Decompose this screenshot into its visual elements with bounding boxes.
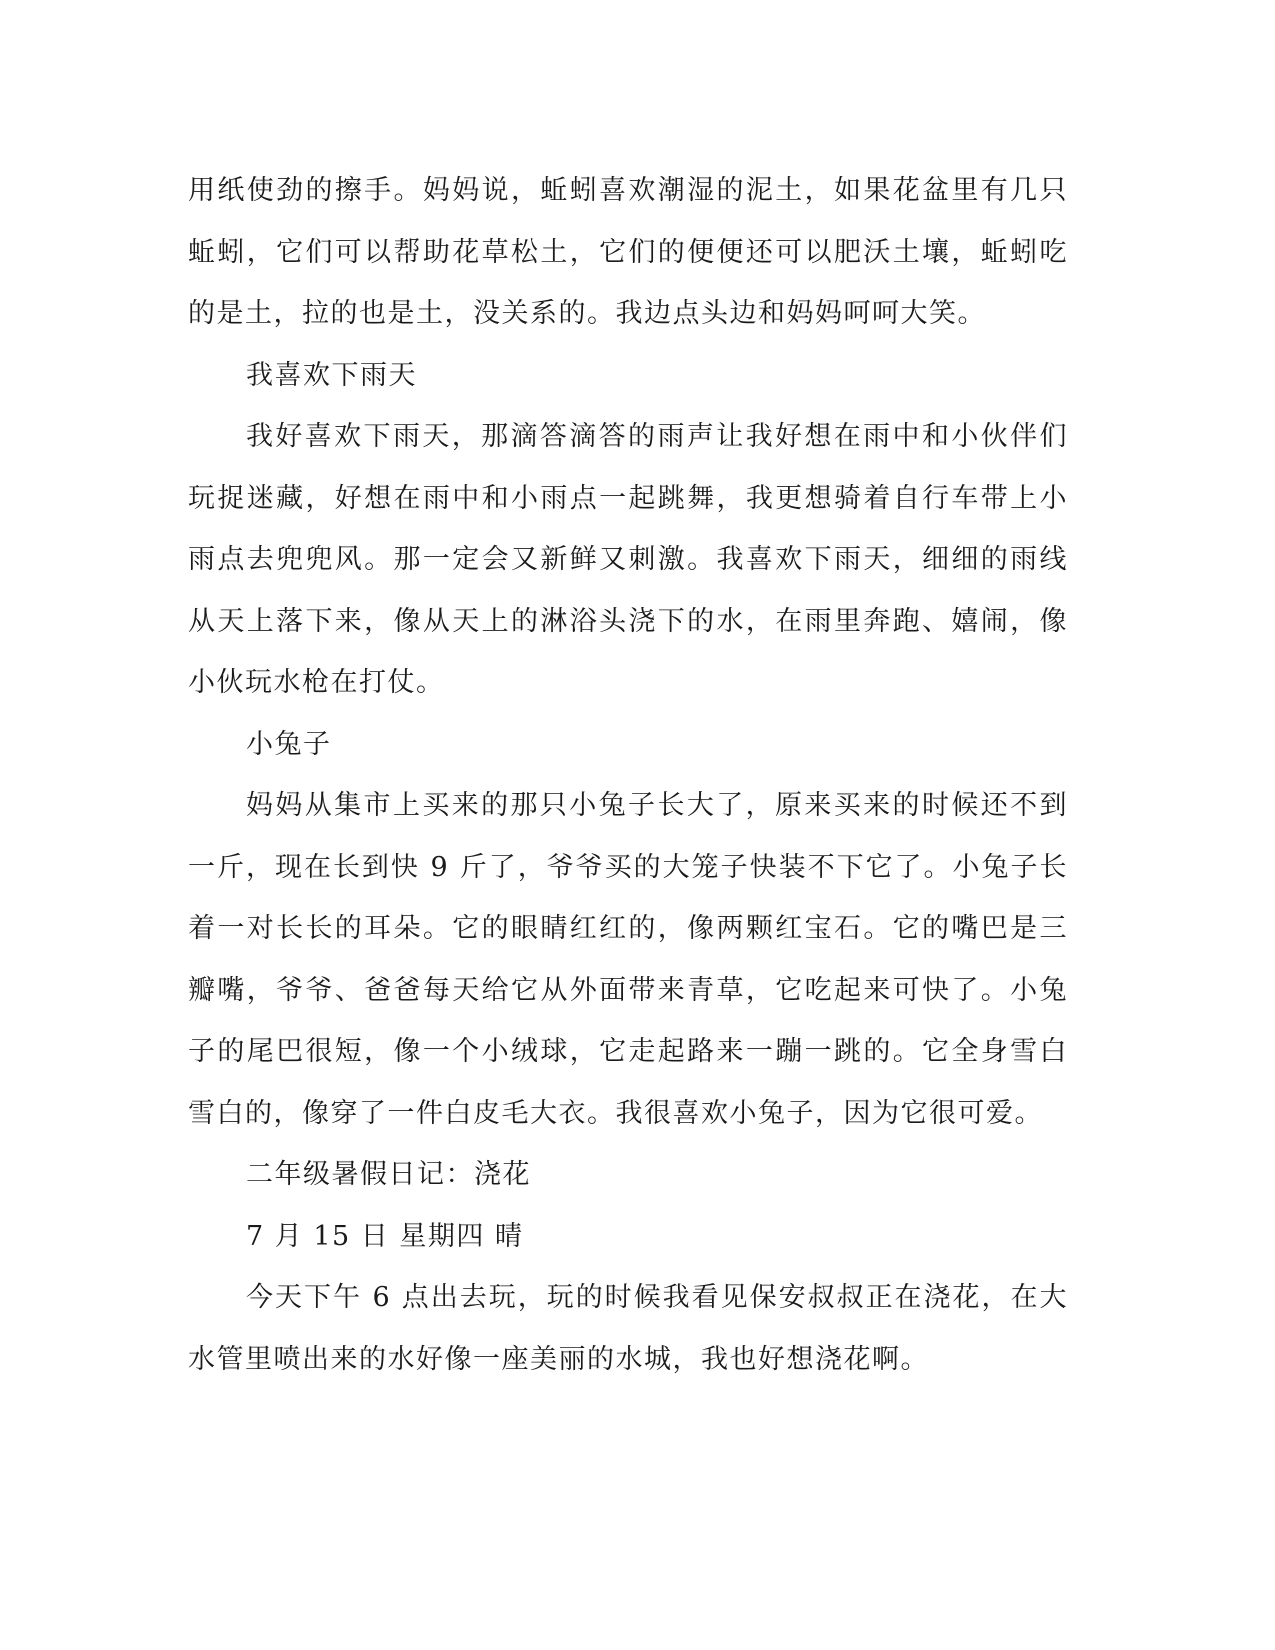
paragraph-earthworm-ending: 用纸使劲的擦手。妈妈说，蚯蚓喜欢潮湿的泥土，如果花盆里有几只蚯蚓，它们可以帮助花草松土，它们的便便还可以肥沃土壤，蚯蚓吃的是土，拉的也是土，没关系的。我边点头边和妈妈呵呵大笑。	[188, 175, 1068, 329]
diary-date-line: 7 月 15 日 星期四 晴	[246, 1220, 524, 1252]
paragraph-little-rabbit: 妈妈从集市上买来的那只小兔子长大了，原来买来的时候还不到一斤，现在长到快 9 斤了，爷爷买的大笼子快装不下它了。小兔子长着一对长长的耳朵。它的眼睛红红的，像两颗红宝石。它的嘴巴是三瓣嘴，爷爷、爸爸每天给它从外面带来青草，它吃起来可快了。小兔子的尾巴很短，像一个小绒球，它走起路来一蹦一跳的。它全身雪白雪白的，像穿了一件白皮毛大衣。我很喜欢小兔子，因为它很可爱。	[188, 790, 1068, 1129]
section-title-little-rabbit: 小兔子	[246, 728, 332, 760]
section-title-rainy-day: 我喜欢下雨天	[246, 359, 417, 391]
paragraph-rainy-day: 我好喜欢下雨天，那滴答滴答的雨声让我好想在雨中和小伙伴们玩捉迷藏，好想在雨中和小雨点一起跳舞，我更想骑着自行车带上小雨点去兜兜风。那一定会又新鲜又刺激。我喜欢下雨天，细细的雨线从天上落下来，像从天上的淋浴头浇下的水，在雨里奔跑、嬉闹，像小伙玩水枪在打仗。	[188, 421, 1068, 698]
paragraph-watering-flowers: 今天下午 6 点出去玩，玩的时候我看见保安叔叔正在浇花，在大水管里喷出来的水好像一座美丽的水城，我也好想浇花啊。	[188, 1282, 1068, 1375]
document-body	[188, 160, 1068, 1390]
section-title-watering-flowers: 二年级暑假日记：浇花	[246, 1159, 531, 1190]
